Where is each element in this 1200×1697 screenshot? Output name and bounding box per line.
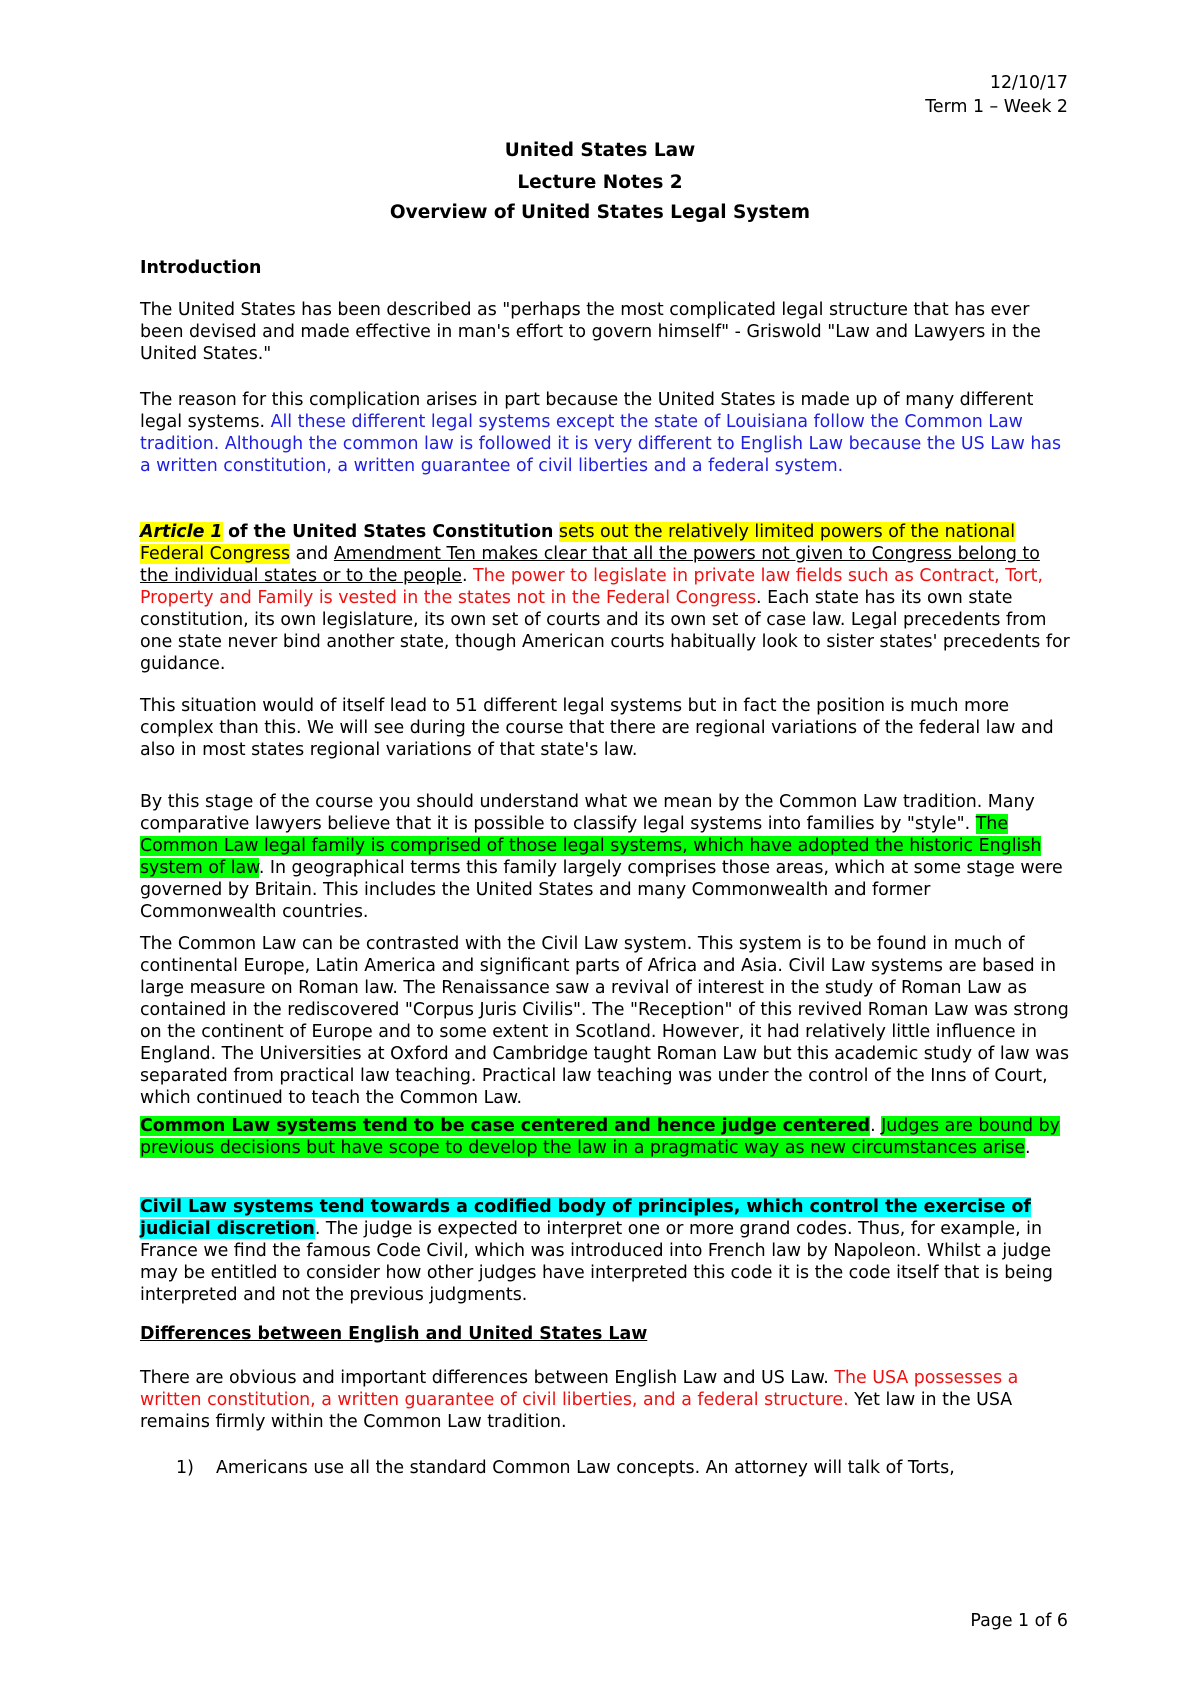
situation-text: This situation would of itself lead to 51 different legal systems but in fact the position is much more complex than this. We will see during the course that there are regional variations of the federal law and also in most states regional variations of that state's law. [140, 696, 1054, 760]
article-powers-highlight: sets out the relatively limited powers of the national Federal Congress [140, 522, 1016, 564]
stage-plain-1: By this stage of the course you should understand what we mean by the Common Law tradition. Many comparative lawyers believe that it is possible to classify legal systems into families by "style". [140, 792, 1035, 834]
header-term: Term 1 – Week 2 [925, 97, 1068, 117]
article-and: and [295, 544, 329, 564]
differences-plain-1: There are obvious and important differences between English Law and US Law. [140, 1368, 829, 1388]
common-centered-rest: Judges are bound by previous decisions but have scope to develop the law in a pragmatic way as new circumstances arise [140, 1116, 1060, 1158]
civil-codified-rest: . The judge is expected to interpret one or more grand codes. Thus, for example, in France we find the famous Code Civil, which was introduced into French law by Napoleon. Whilst a judge may be entitled to consider how other judges have interpreted this code it is the code itself that is being interpreted and not the previous judgments. [140, 1219, 1053, 1305]
differences-paragraph [140, 1367, 1070, 1433]
intro-p2-plain: The reason for this complication arises in part because the United States is made up of many different legal systems. [140, 390, 1034, 432]
stage-paragraph [140, 791, 1070, 923]
intro-p2-blue: All these different legal systems except the state of Louisiana follow the Common Law tradition. Although the common law is followed it is very different to English Law because the US Law has a written constitution, a written guarantee of civil liberties and a federal system. [140, 412, 1062, 476]
common-centered-paragraph [140, 1115, 1070, 1159]
stage-green-highlight: The Common Law legal family is comprised of those legal systems, which have adopted the historic English system of law [140, 814, 1042, 878]
article-constitution: of the United States Constitution [228, 522, 554, 542]
article-red-text: The power to legislate in private law fields such as Contract, Tort, Property and Family is vested in the states not in the Federal Congress [140, 566, 1044, 608]
title-line-3: Overview of United States Legal System [389, 202, 811, 223]
intro-heading: Introduction [140, 258, 262, 278]
list-item-number: 1) [176, 1458, 194, 1478]
differences-heading: Differences between English and United States Law [140, 1324, 648, 1344]
intro-paragraph-1 [140, 299, 1070, 365]
intro-paragraph-2 [140, 389, 1070, 477]
title-line-2: Lecture Notes 2 [517, 172, 683, 193]
article-period: . [461, 566, 468, 586]
civil-contrast-text: The Common Law can be contrasted with the Civil Law system. This system is to be found in much of continental Europe, Latin America and significant parts of Africa and Asia. Civil Law systems are based in large measure on Roman law. The Renaissance saw a revival of interest in the study of Roman Law as contained in the rediscovered "Corpus Juris Civilis". The "Reception" of this revived Roman Law was strong on the continent of Europe and to some extent in Scotland. However, it had relatively little influence in England. The Universities at Oxford and Cambridge taught Roman Law but this academic study of law was separated from practical law teaching. Practical law teaching was under the control of the Inns of Court, which continued to teach the Common Law. [140, 934, 1070, 1108]
list-item [176, 1457, 1076, 1479]
list-item-text: Americans use all the standard Common Law concepts. An attorney will talk of Torts, [216, 1458, 955, 1478]
article-amendment: Amendment Ten makes clear that all the powers not given to Congress belong to the individual states or to the people [140, 544, 1040, 586]
stage-plain-2: . In geographical terms this family largely comprises those areas, which at some stage were governed by Britain. This includes the United States and many Commonwealth and former Commonwealth countries. [140, 858, 1063, 922]
situation-paragraph [140, 695, 1070, 761]
title-line-1: United States Law [504, 140, 696, 161]
page-number: Page 1 of 6 [970, 1611, 1068, 1631]
article-rest: . Each state has its own state constitution, its own legislature, its own set of courts and its own set of case law. Legal precedents from one state never bind another state, though American courts habitually look to sister states' precedents for guidance. [140, 588, 1070, 674]
differences-plain-2: Yet law in the USA remains firmly within the Common Law tradition. [140, 1390, 1013, 1432]
civil-contrast-paragraph [140, 933, 1070, 1109]
common-centered-end: . [1025, 1138, 1031, 1158]
common-centered-bold: Common Law systems tend to be case centered and hence judge centered [140, 1116, 871, 1136]
differences-red: The USA possesses a written constitution, a written guarantee of civil liberties, and a federal structure. [140, 1368, 1019, 1410]
header-date: 12/10/17 [989, 73, 1068, 93]
common-centered-dot: . [870, 1116, 876, 1136]
civil-codified-bold: Civil Law systems tend towards a codified body of principles, which control the exercise of judicial discretion [140, 1197, 1031, 1239]
civil-codified-paragraph [140, 1196, 1070, 1306]
article-label: Article 1 [140, 522, 223, 542]
article-paragraph [140, 521, 1070, 675]
intro-p1-text: The United States has been described as "perhaps the most complicated legal structure that has ever been devised and made effective in man's effort to govern himself" - Griswold "Law and Lawyers in the United States." [140, 300, 1041, 364]
